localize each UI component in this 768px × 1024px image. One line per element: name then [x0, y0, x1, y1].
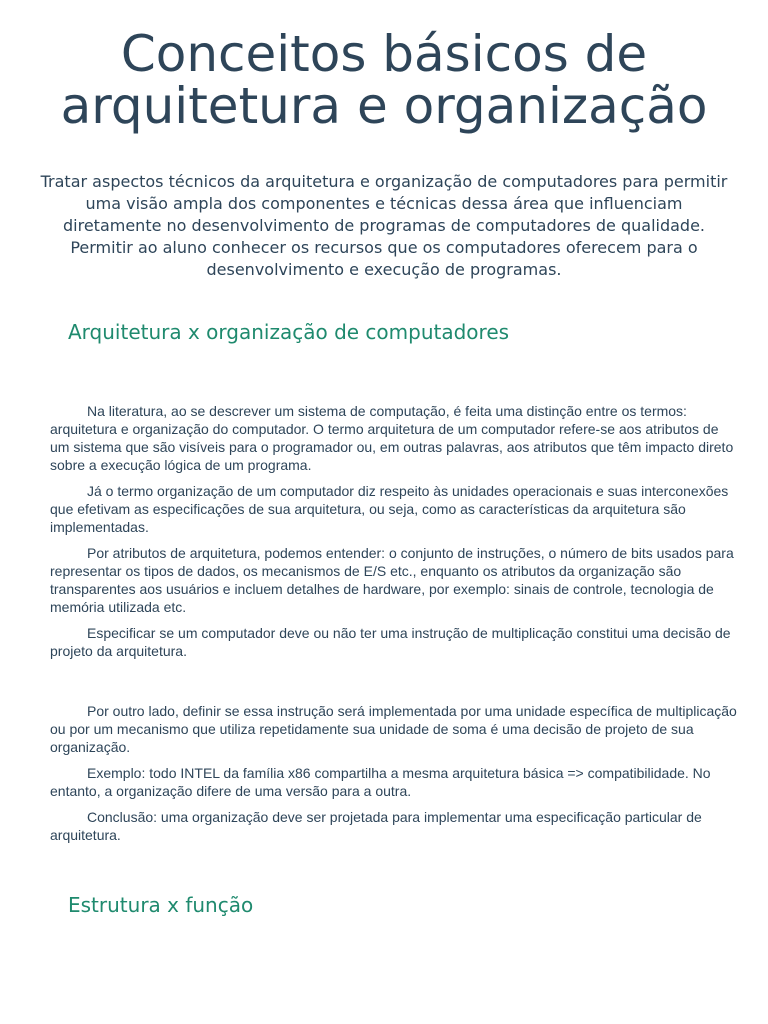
section-body-part-2: [50, 702, 740, 852]
body-paragraph: Por atributos de arquitetura, podemos entender: o conjunto de instruções, o número de bits usados para representar os tipos de dados, os mecanismos de E/S etc., enquanto os atributos da organização são transparentes aos usuários e incluem detalhes de hardware, por exemplo: sinais de controle, tecnologia de memória utilizada etc.: [50, 545, 734, 615]
body-paragraph: Exemplo: todo INTEL da família x86 compartilha a mesma arquitetura básica => compatibilidade. No entanto, a organização difere de uma versão para a outra.: [50, 765, 711, 799]
section-heading-estrutura-funcao: Estrutura x função: [68, 893, 254, 917]
page-title-line-2: arquitetura e organização: [60, 77, 708, 135]
page-title: [0, 25, 768, 135]
intro-paragraph: Tratar aspectos técnicos da arquitetura e organização de computadores para permitir uma visão ampla dos componentes e técnicas dessa área que influenciam diretamente no desenvolvimento de programas de computadores de qualidade. Permitir ao aluno conhecer os recursos que os computadores oferecem para o desenvolvimento e execução de programas.: [40, 172, 728, 279]
section-body-part-1: [50, 402, 740, 668]
body-paragraph: Na literatura, ao se descrever um sistema de computação, é feita uma distinção entre os termos: arquitetura e organização do computador. O termo arquitetura de um computador refere-se aos atributos de um sistema que são visíveis para o programador ou, em outras palavras, aos atributos que têm impacto direto sobre a execução lógica de um programa.: [50, 403, 734, 473]
section-heading-arquitetura-organizacao: Arquitetura x organização de computadores: [68, 320, 510, 344]
body-paragraph: Conclusão: uma organização deve ser projetada para implementar uma especificação particular de arquitetura.: [50, 809, 702, 843]
body-paragraph: Por outro lado, definir se essa instrução será implementada por uma unidade específica de multiplicação ou por um mecanismo que utiliza repetidamente sua unidade de soma é uma decisão de projeto de sua organização.: [50, 703, 737, 755]
page-title-line-1: Conceitos básicos de: [120, 25, 648, 83]
body-paragraph: Já o termo organização de um computador diz respeito às unidades operacionais e suas interconexões que efetivam as especificações de sua arquitetura, ou seja, como as características da arquitetura são implementadas.: [50, 483, 729, 535]
body-paragraph: Especificar se um computador deve ou não ter uma instrução de multiplicação constitui uma decisão de projeto da arquitetura.: [50, 625, 731, 659]
